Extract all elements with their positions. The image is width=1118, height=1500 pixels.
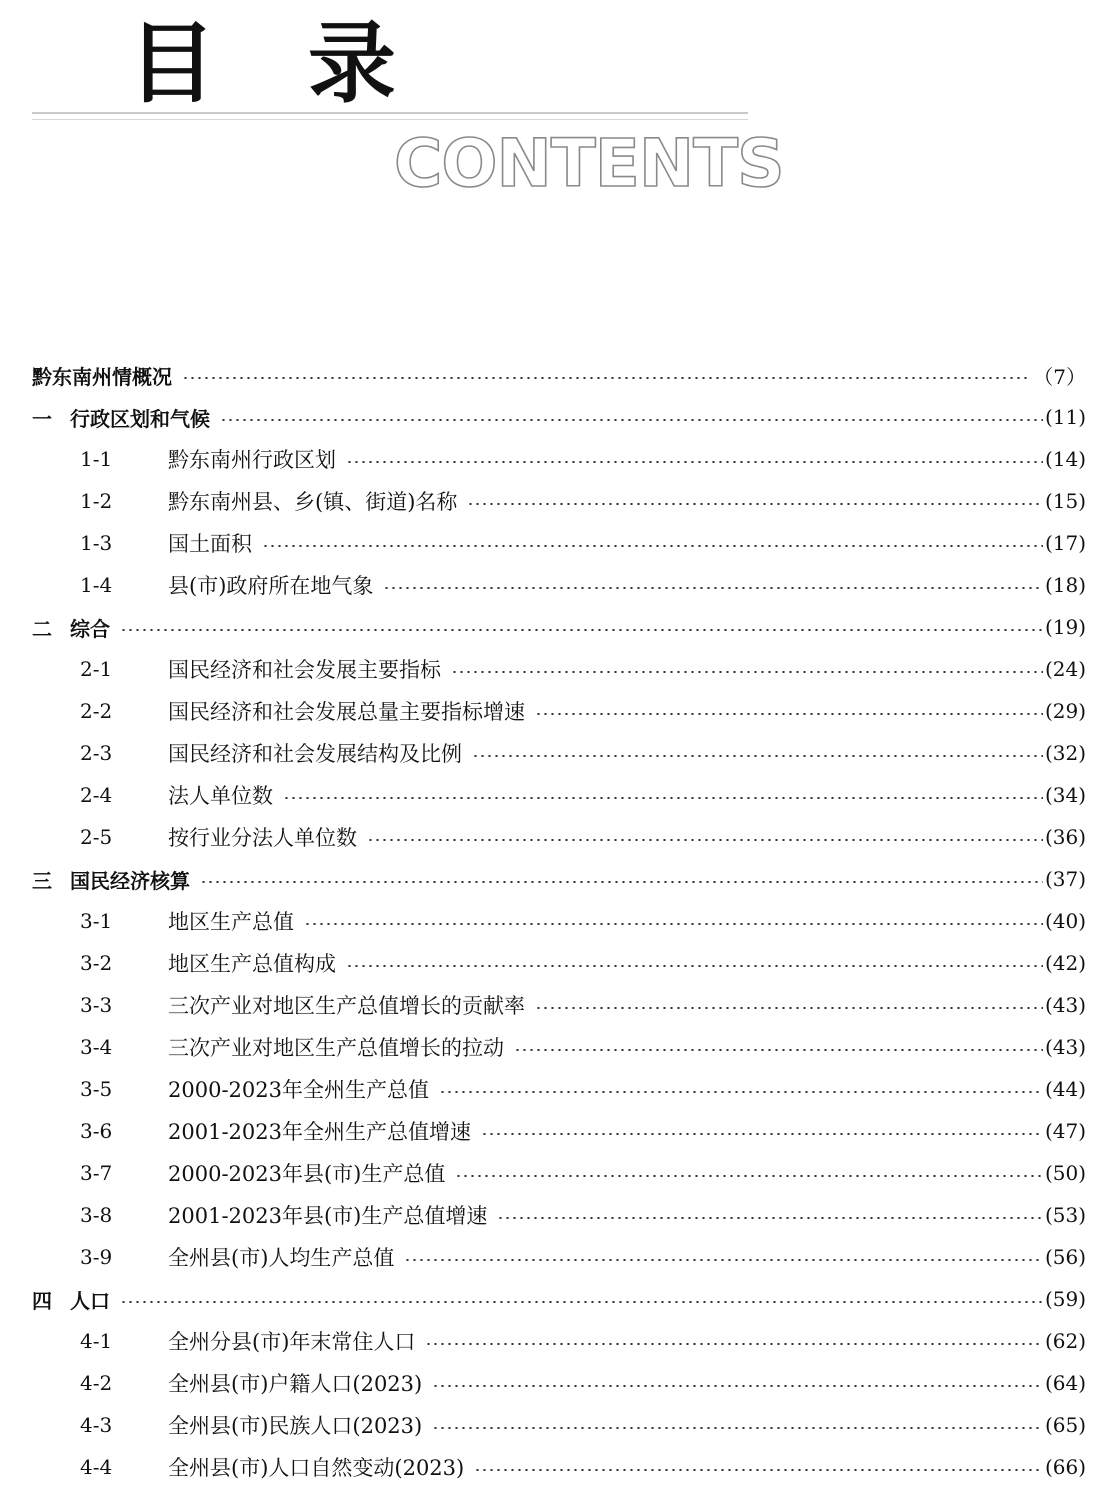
toc-section-row[interactable] <box>32 606 1086 648</box>
toc-page-number: (50) <box>1044 1161 1086 1185</box>
contents-heading: CONTENTS <box>394 125 784 202</box>
toc-title: 三次产业对地区生产总值增长的贡献率 <box>168 994 525 1018</box>
toc-title: 全州县(市)户籍人口(2023) <box>168 1372 423 1396</box>
dot-leader <box>535 713 1043 715</box>
toc-number: 4-1 <box>80 1329 113 1353</box>
toc-title: 全州分县(市)年末常住人口 <box>168 1330 416 1354</box>
toc-title: 国民经济核算 <box>70 868 190 893</box>
toc-number: 2-3 <box>80 741 113 765</box>
dot-leader <box>120 629 1043 631</box>
toc-entry-row[interactable] <box>32 900 1086 942</box>
toc-number: 3-4 <box>80 1035 113 1059</box>
toc-page-number: (62) <box>1044 1329 1086 1353</box>
dot-leader <box>262 545 1043 547</box>
toc-title: 黔东南州县、乡(镇、街道)名称 <box>168 490 458 514</box>
title-divider <box>32 112 748 120</box>
toc-section-row[interactable] <box>32 1278 1086 1320</box>
toc-entry-row[interactable] <box>32 1404 1086 1446</box>
toc-entry-row[interactable] <box>32 522 1086 564</box>
toc-page-number: (15) <box>1044 489 1086 513</box>
dot-leader <box>425 1343 1043 1345</box>
toc-page-number: (24) <box>1044 657 1086 681</box>
toc-page-number: (11) <box>1044 405 1086 429</box>
dot-leader <box>220 419 1043 421</box>
toc-page-number: (37) <box>1044 867 1086 891</box>
toc-entry-row[interactable] <box>32 984 1086 1026</box>
dot-leader <box>346 965 1043 967</box>
toc-entry-row[interactable] <box>32 1068 1086 1110</box>
toc-entry-row[interactable] <box>32 1446 1086 1488</box>
toc-number: 1-4 <box>80 573 113 597</box>
toc-section-row[interactable] <box>32 354 1086 396</box>
toc-page-number: (64) <box>1044 1371 1086 1395</box>
toc-number: 3-5 <box>80 1077 113 1101</box>
toc-page-number: (56) <box>1044 1245 1086 1269</box>
toc-number: 3-8 <box>80 1203 113 1227</box>
toc-entry-row[interactable] <box>32 816 1086 858</box>
toc-section-row[interactable] <box>32 396 1086 438</box>
toc-page-number: (34) <box>1044 783 1086 807</box>
toc-page-number: (40) <box>1044 909 1086 933</box>
dot-leader <box>467 503 1043 505</box>
toc-entry-row[interactable] <box>32 1236 1086 1278</box>
toc-title: 三次产业对地区生产总值增长的拉动 <box>168 1036 504 1060</box>
toc-page-number: (43) <box>1044 993 1086 1017</box>
toc-page-number: （7） <box>1033 364 1086 389</box>
dot-leader <box>120 1301 1043 1303</box>
toc-title: 法人单位数 <box>168 784 273 808</box>
toc-title: 按行业分法人单位数 <box>168 826 357 850</box>
toc-page-number: (47) <box>1044 1119 1086 1143</box>
toc-number: 4-4 <box>80 1455 113 1479</box>
dot-leader <box>474 1469 1043 1471</box>
toc-title: 2001-2023年县(市)生产总值增速 <box>168 1204 488 1228</box>
toc-title: 全州县(市)人均生产总值 <box>168 1246 395 1270</box>
toc-title: 2000-2023年全州生产总值 <box>168 1078 429 1102</box>
toc-number: 2-1 <box>80 657 113 681</box>
dot-leader <box>182 377 1031 379</box>
dot-leader <box>283 797 1043 799</box>
page-title: 目 录 <box>128 12 396 115</box>
toc-number: 2-4 <box>80 783 113 807</box>
toc-page-number: (59) <box>1044 1287 1086 1311</box>
toc-number: 1-2 <box>80 489 113 513</box>
toc-title: 黔东南州情概况 <box>32 364 172 389</box>
toc-page-number: (32) <box>1044 741 1086 765</box>
toc-entry-row[interactable] <box>32 1110 1086 1152</box>
toc-entry-row[interactable] <box>32 648 1086 690</box>
toc-number: 4-2 <box>80 1371 113 1395</box>
toc-section-row[interactable] <box>32 858 1086 900</box>
toc-number: 3-6 <box>80 1119 113 1143</box>
toc-entry-row[interactable] <box>32 438 1086 480</box>
dot-leader <box>455 1175 1043 1177</box>
toc-title: 地区生产总值 <box>168 910 294 934</box>
toc-title: 2001-2023年全州生产总值增速 <box>168 1120 471 1144</box>
dot-leader <box>514 1049 1043 1051</box>
toc-title: 地区生产总值构成 <box>168 952 336 976</box>
toc-page-number: (14) <box>1044 447 1086 471</box>
toc-number: 一 <box>32 406 52 431</box>
toc-entry-row[interactable] <box>32 1026 1086 1068</box>
toc-entry-row[interactable] <box>32 1152 1086 1194</box>
toc-title: 黔东南州行政区划 <box>168 448 336 472</box>
toc-number: 1-1 <box>80 447 113 471</box>
toc-page-number: (29) <box>1044 699 1086 723</box>
toc-title: 国民经济和社会发展结构及比例 <box>168 742 462 766</box>
toc-number: 3-1 <box>80 909 113 933</box>
dot-leader <box>451 671 1043 673</box>
toc-page-number: (42) <box>1044 951 1086 975</box>
toc-number: 1-3 <box>80 531 113 555</box>
dot-leader <box>404 1259 1043 1261</box>
toc-page-number: (19) <box>1044 615 1086 639</box>
toc-entry-row[interactable] <box>32 942 1086 984</box>
toc-title: 综合 <box>70 616 110 641</box>
dot-leader <box>432 1427 1043 1429</box>
dot-leader <box>535 1007 1043 1009</box>
toc-page-number: (43) <box>1044 1035 1086 1059</box>
toc-number: 二 <box>32 616 52 641</box>
toc-page-number: (18) <box>1044 573 1086 597</box>
toc-number: 3-9 <box>80 1245 113 1269</box>
toc-number: 2-2 <box>80 699 113 723</box>
dot-leader <box>432 1385 1043 1387</box>
dot-leader <box>497 1217 1043 1219</box>
dot-leader <box>367 839 1043 841</box>
toc-number: 4-3 <box>80 1413 113 1437</box>
dot-leader <box>346 461 1043 463</box>
toc-entry-row[interactable] <box>32 732 1086 774</box>
dot-leader <box>472 755 1043 757</box>
dot-leader <box>200 881 1043 883</box>
toc-entry-row[interactable] <box>32 690 1086 732</box>
toc-title: 人口 <box>70 1288 110 1313</box>
toc-number: 3-7 <box>80 1161 113 1185</box>
toc-entry-row[interactable] <box>32 480 1086 522</box>
dot-leader <box>439 1091 1043 1093</box>
toc-number: 四 <box>32 1288 52 1313</box>
toc-page-number: (65) <box>1044 1413 1086 1437</box>
toc-number: 2-5 <box>80 825 113 849</box>
toc-number: 3-2 <box>80 951 113 975</box>
toc-title: 全州县(市)人口自然变动(2023) <box>168 1456 465 1480</box>
toc-title: 国民经济和社会发展主要指标 <box>168 658 441 682</box>
toc-page-number: (66) <box>1044 1455 1086 1479</box>
toc-title: 2000-2023年县(市)生产总值 <box>168 1162 446 1186</box>
dot-leader <box>304 923 1043 925</box>
dot-leader <box>383 587 1043 589</box>
toc-number: 三 <box>32 868 52 893</box>
toc-title: 国民经济和社会发展总量主要指标增速 <box>168 700 525 724</box>
toc-page-number: (36) <box>1044 825 1086 849</box>
toc-title: 行政区划和气候 <box>70 406 210 431</box>
toc-page-number: (17) <box>1044 531 1086 555</box>
toc-page-number: (53) <box>1044 1203 1086 1227</box>
toc-entry-row[interactable] <box>32 564 1086 606</box>
toc-title: 国土面积 <box>168 532 252 556</box>
toc-title: 县(市)政府所在地气象 <box>168 574 374 598</box>
toc-entry-row[interactable] <box>32 1320 1086 1362</box>
toc-entry-row[interactable] <box>32 774 1086 816</box>
toc-title: 全州县(市)民族人口(2023) <box>168 1414 423 1438</box>
dot-leader <box>481 1133 1043 1135</box>
toc-entry-row[interactable] <box>32 1194 1086 1236</box>
toc-entry-row[interactable] <box>32 1362 1086 1404</box>
toc-page-number: (44) <box>1044 1077 1086 1101</box>
toc-number: 3-3 <box>80 993 113 1017</box>
